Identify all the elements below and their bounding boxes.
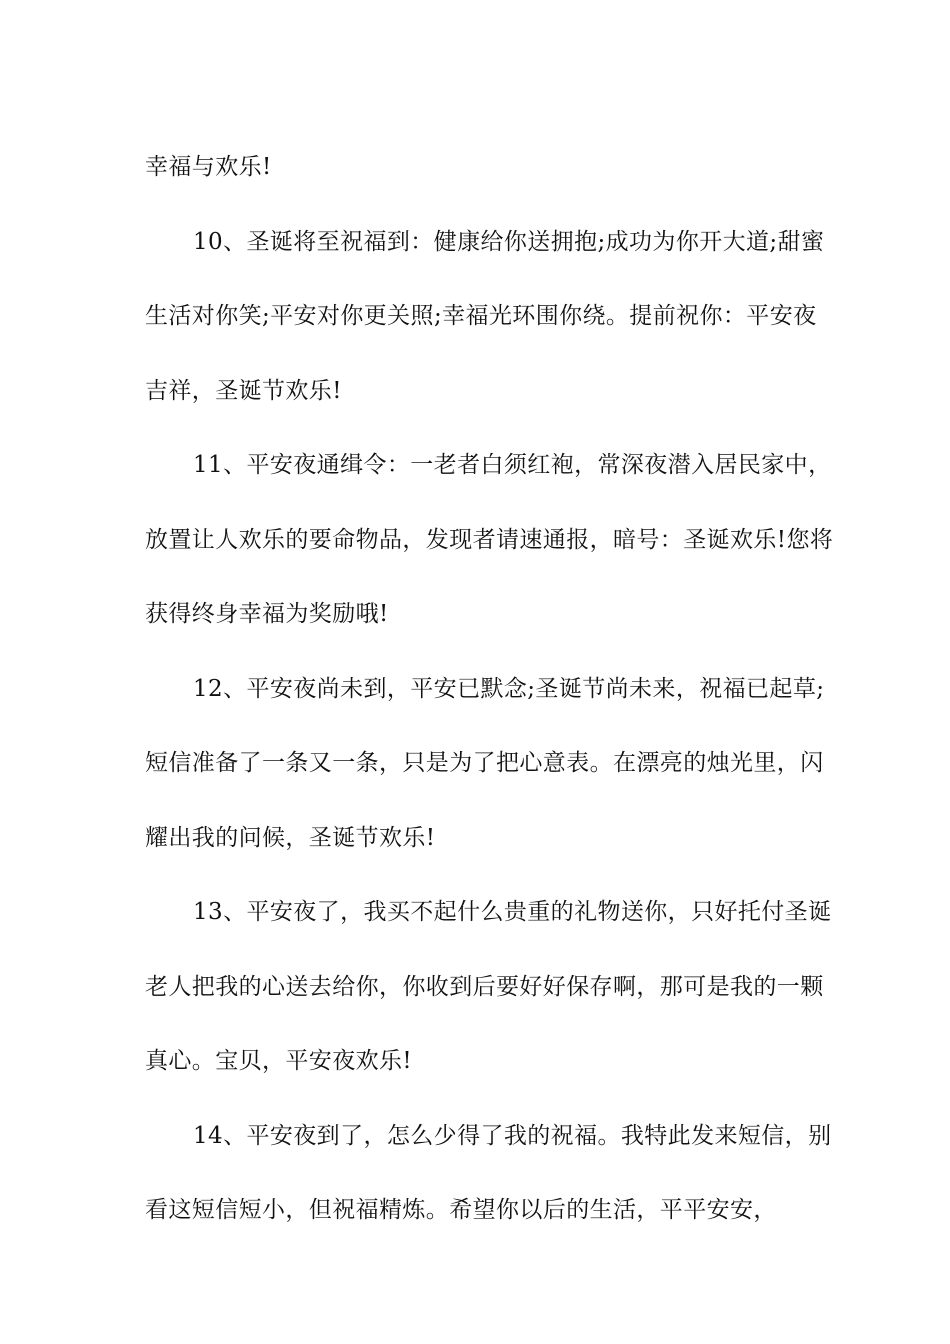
paragraph-item-12: 12、平安夜尚未到，平安已默念;圣诞节尚未来，祝福已起草;短信准备了一条又一条，只是为了把心意表。在漂亮的烛光里，闪耀出我的问候，圣诞节欢乐!: [145, 675, 825, 851]
paragraph-item-14: 14、平安夜到了，怎么少得了我的祝福。我特此发来短信，别看这短信短小，但祝福精炼。希望你以后的生活，平平安安，: [145, 1122, 832, 1223]
paragraph-item-13: 13、平安夜了，我买不起什么贵重的礼物送你，只好托付圣诞老人把我的心送去给你，你收到后要好好保存啊，那可是我的一颗真心。宝贝，平安夜欢乐!: [145, 899, 832, 1074]
paragraph-continuation: 幸福与欢乐!: [145, 154, 272, 180]
document-body: [145, 130, 835, 1248]
paragraph-item-10: 10、圣诞将至祝福到：健康给你送拥抱;成功为你开大道;甜蜜生活对你笑;平安对你更关照;幸福光环围你绕。提前祝你：平安夜吉祥，圣诞节欢乐!: [145, 228, 825, 404]
paragraph-item-11: 11、平安夜通缉令：一老者白须红袍，常深夜潜入居民家中，放置让人欢乐的要命物品，发现者请速通报，暗号：圣诞欢乐!您将获得终身幸福为奖励哦!: [145, 452, 834, 627]
